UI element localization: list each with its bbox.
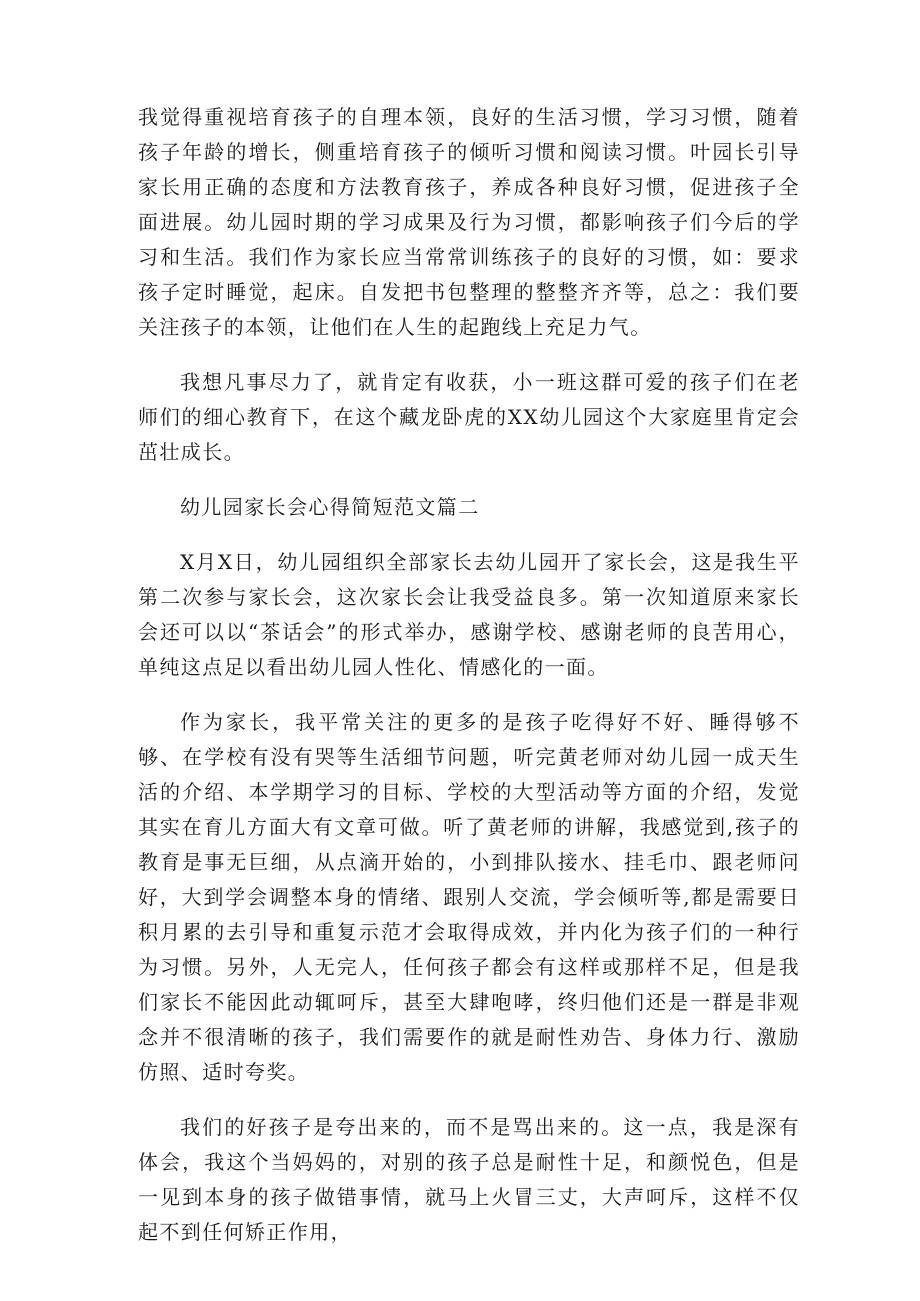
paragraph-effort: 我想凡事尽力了，就肯定有收获，小一班这群可爱的孩子们在老师们的细心教育下，在这个藏龙卧虎的XX幼儿园这个大家庭里肯定会茁壮成长。 [138,370,800,464]
paragraph-praise: 我们的好孩子是夸出来的，而不是骂出来的。这一点，我是深有体会，我这个当妈妈的，对别的孩子总是耐性十足，和颜悦色，但是一见到本身的孩子做错事情，就马上火冒三丈，大声呵斥，这样不仅起不到任何矫正作用， [138,1115,800,1244]
paragraph-habits: 我觉得重视培育孩子的自理本领，良好的生活习惯，学习习惯，随着孩子年龄的增长，侧重培育孩子的倾听习惯和阅读习惯。叶园长引导家长用正确的态度和方法教育孩子，养成各种良好习惯，促进孩子全面进展。幼儿园时期的学习成果及行为习惯，都影响孩子们今后的学习和生活。我们作为家长应当常常训练孩子的良好的习惯，如：要求孩子定时睡觉，起床。自发把书包整理的整整齐齐等，总之：我们要关注孩子的本领，让他们在人生的起跑线上充足力气。 [138,105,800,339]
section-title: 幼儿园家长会心得简短范文篇二 [180,495,480,519]
paragraph-meeting-date: X月X日，幼儿园组织全部家长去幼儿园开了家长会，这是我生平第二次参与家长会，这次家长会让我受益良多。第一次知道原来家长会还可以以“茶话会”的形式举办，感谢学校、感谢老师的良苦用心，单纯这点足以看出幼儿园人性化、情感化的一面。 [138,550,800,679]
paragraph-as-parent: 作为家长，我平常关注的更多的是孩子吃得好不好、睡得够不够、在学校有没有哭等生活细节问题，听完黄老师对幼儿园一成天生活的介绍、本学期学习的目标、学校的大型活动等方面的介绍，发觉其实在育儿方面大有文章可做。听了黄老师的讲解，我感觉到,孩子的教育是事无巨细，从点滴开始的，小到排队接水、挂毛巾、跟老师问好，大到学会调整本身的情绪、跟别人交流，学会倾听等,都是需要日积月累的去引导和重复示范才会取得成效，并内化为孩子们的一种行为习惯。另外，人无完人，任何孩子都会有这样或那样不足，但是我们家长不能因此动辄呵斥，甚至大肆咆哮，终归他们还是一群是非观念并不很清晰的孩子，我们需要作的就是耐性劝告、身体力行、激励仿照、适时夸奖。 [138,710,800,1084]
